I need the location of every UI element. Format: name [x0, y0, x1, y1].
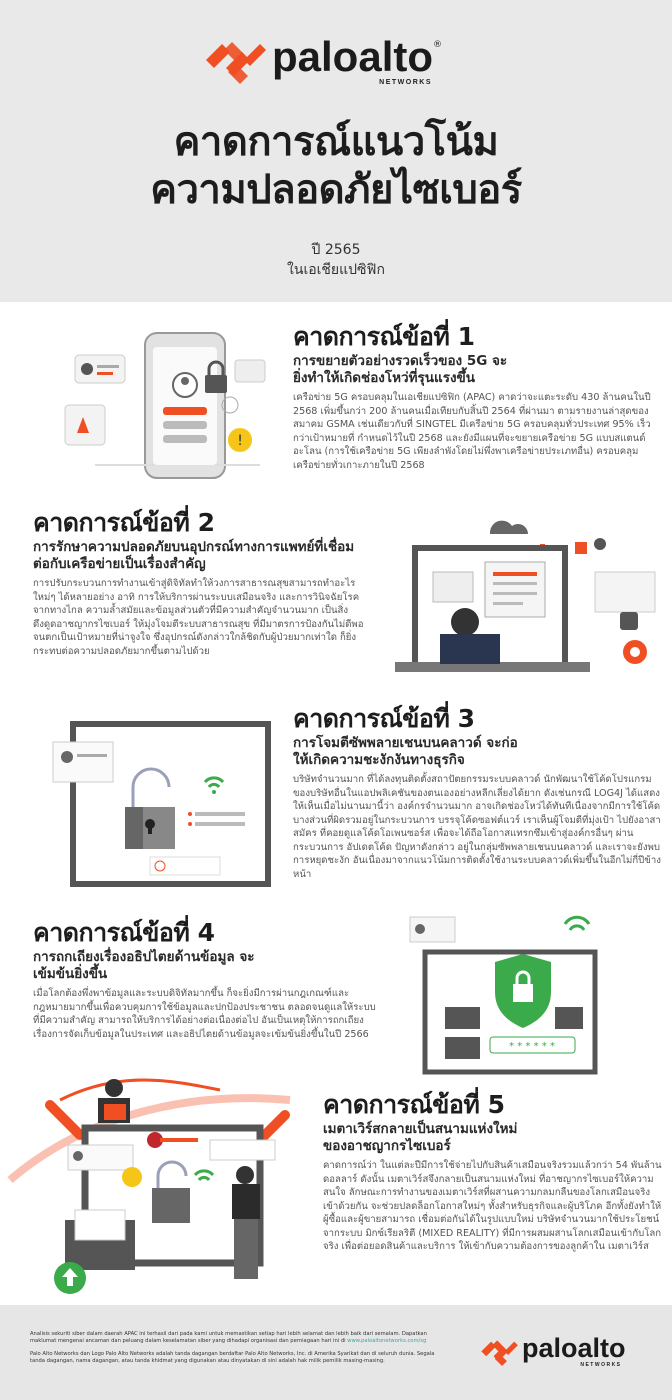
- title-line-2: ความปลอดภัยไซเบอร์: [150, 167, 522, 213]
- prediction-5-subtitle: เมตาเวิร์สกลายเป็นสนามแห่งใหม่ ของอาชญากรไซเบอร์: [323, 1121, 518, 1154]
- logo-registered: ®: [433, 40, 443, 50]
- metaverse-illustration: [0, 1060, 320, 1300]
- prediction-5-heading: คาดการณ์ข้อที่ 5: [323, 1090, 505, 1119]
- prediction-1-heading: คาดการณ์ข้อที่ 1: [293, 322, 475, 351]
- footer-logo-networks: NETWORKS: [580, 1362, 622, 1368]
- footer-website-link[interactable]: www.paloaltonetworks.com/sg: [347, 1338, 427, 1344]
- footer-paloalto-logo[interactable]: [480, 1335, 626, 1368]
- svg-text:* * * * * *: * * * * * *: [509, 1041, 555, 1052]
- prediction-1: [293, 322, 653, 472]
- page-subtitle: [0, 240, 672, 280]
- prediction-3: [293, 704, 663, 881]
- prediction-2-subtitle: การรักษาความปลอดภัยบนอุปกรณ์ทางการแพทย์ที่เชื่อมต่อกับเครือข่ายเป็นเรื่องสำคัญ: [33, 539, 355, 572]
- data-sovereignty-illustration: [405, 912, 615, 1082]
- paloalto-logo[interactable]: [204, 33, 443, 86]
- prediction-4-body: เมื่อโลกต้องพึ่งพาข้อมูลและระบบดิจิทัลมากขึ้น ก็จะยิ่งมีการผ่านกฎเกณฑ์และกฎหมายมากขึ้นเพื่อควบคุมการใช้ข้อมูลและปกป้องประชาชน ตลอดจนดูแลให้ระบบที่มีความสำคัญ สามารถให้บริการได้อย่างต่อเนื่องต่อไป อันเป็นเหตุให้การถกเถียง เรื่องการจัดเก็บข้อมูลในประเทศ และอธิปไตยด้านข้อมูลจะเข้มข้นยิ่งขึ้นในปี 2566: [33, 988, 376, 1040]
- prediction-4-subtitle: การถกเถียงเรื่องอธิปไตยด้านข้อมูล จะเข้มข้นยิ่งขึ้น: [33, 949, 255, 982]
- prediction-2-heading: คาดการณ์ข้อที่ 2: [33, 508, 215, 537]
- header: [0, 0, 672, 302]
- prediction-4: [33, 918, 378, 1041]
- footer-logo-wordmark: paloalto: [522, 1333, 626, 1363]
- prediction-2: [33, 508, 368, 658]
- svg-text:!: !: [237, 433, 243, 449]
- prediction-2-body: การปรับกระบวนการทำงานเข้าสู่ดิจิทัลทำให้วงการสาธารณสุขสามารถทำอะไรใหม่ๆ ได้หลายอย่าง อาทิ การให้บริการผ่านระบบเสมือนจริง และการวินิจฉัยโรคจากทางไกล ความล้ำสมัยและข้อมูลส่วนตัวที่มีความสำคัญจำนวนมาก เป็นสิ่งดึงดูดอาชญากรไซเบอร์ ให้มุ่งโจมตีระบบสาธารณสุข ที่มีมาตรการป้องกันไม่ดีพอ จนตกเป็นเป้าหมายที่น่าจูงใจ ซึ่งอุปกรณ์ดังกล่าวใกล้ชิดกับผู้ป่วยมากเท่าใด ก็ยิ่งกระทบต่อความปลอดภัยมากขึ้นตามไปด้วย: [33, 578, 364, 657]
- footer: [0, 1305, 672, 1400]
- prediction-5: [323, 1090, 663, 1254]
- prediction-1-subtitle: การขยายตัวอย่างรวดเร็วของ 5G จะยิ่งทำให้เกิดช่องโหว่ที่รุนแรงขึ้น: [293, 353, 508, 386]
- paloalto-logo-mark-icon: [204, 38, 266, 84]
- footer-trademark: Palo Alto Networks dan Logo Palo Alto Networks adalah tanda dagangan berdaftar Palo Alto Networks, Inc. di Amerika Syarikat dan di seluruh dunia. Segala tanda dagangan, nama dagangan, atau tanda khidmat yang digunakan atau dinyatakan di sini adalah hak milik pemilik masing-masing.: [30, 1351, 435, 1364]
- prediction-3-body: บริษัทจำนวนมาก ที่ได้ลงทุนติดตั้งสถาปัตยกรรมระบบคลาวด์ นักพัฒนาใช้โค้ดโปรแกรมของบริษัทอื่นในแอปพลิเคชันของตนเองอย่างหลีกเลี่ยงได้ยาก ดังเช่นกรณี LOG4J ได้แสดงให้เห็นเมื่อไม่นานมานี้ว่า องค์กรจำนวนมาก อาจเกิดช่องโหว่ได้ทันทีเนื่องจากมีการใช้โค้ดบางส่วนที่ผิดรวมอยู่ในกระบวนการ บรรจุโค้ดซอฟต์แวร์ เราเห็นผู้โจมตีที่มุ่งเป้า ไปยังอาสาสมัคร ที่คอยดูแลโค้ดโอเพนซอร์ส เพื่อจะได้ถือโอกาสแทรกซึมเข้าสู่องค์กรอื่นๆ ผ่านกระบวนการ อัปเดตโค้ด ปัญหาดังกล่าว อยู่ในกลุ่มซัพพลายเชนบนคลาวด์ และเราจะยังพบการหยุดชะงัก อันเนื่องมาจากแนวโน้มการติดตั้งใช้งานระบบคลาวด์เพิ่มขึ้นในอีกไม่กี่ปีข้างหน้า: [293, 774, 661, 880]
- 5g-phone-illustration: [55, 325, 275, 485]
- region-label: ในเอเชียแปซิฟิก: [287, 262, 385, 278]
- year-label: ปี 2565: [311, 242, 361, 258]
- prediction-3-subtitle: การโจมตีซัพพลายเชนบนคลาวด์ จะก่อให้เกิดความชะงักงันทางธุรกิจ: [293, 735, 518, 768]
- prediction-3-heading: คาดการณ์ข้อที่ 3: [293, 704, 475, 733]
- page-title: [0, 118, 672, 214]
- medical-hacker-illustration: [395, 512, 670, 692]
- logo-wordmark: paloalto: [272, 33, 434, 80]
- cloud-supply-chain-illustration: [45, 712, 275, 892]
- logo-networks: NETWORKS: [379, 79, 433, 86]
- footer-disclaimer: [30, 1331, 450, 1345]
- prediction-5-body: คาดการณ์ว่า ในแต่ละปีมีการใช้จ่ายไปกับสินค้าเสมือนจริงรวมแล้วกว่า 54 พันล้านดอลลาร์ ดังนั้น เมตาเวิร์สจึงกลายเป็นสนามแห่งใหม่ ที่อาชญากรไซเบอร์ให้ความสนใจ ลักษณะการทำงานของเมตาเวิร์สที่ผสานความกลมกลืนของโลกเสมือนจริงเข้าด้วยกัน จะช่วยปลดล็อกโอกาสใหม่ๆ ทั้งสำหรับธุรกิจและผู้บริโภค อีกทั้งยังทำให้ผู้ซื้อและผู้ขายสามารถ เชื่อมต่อกันได้ในรูปแบบใหม่ บริษัทจำนวนมากใช้ประโยชน์จากระบบ มิกซ์เรียลริตี (MIXED REALITY) ที่มีการผสมผสานโลกเสมือนเข้ากับโลกจริง เพื่อต่อยอดสินค้าและบริการ ให้เข้ากับความต้องการของลูกค้าใน เมตาเวิร์ส: [323, 1160, 662, 1252]
- prediction-4-heading: คาดการณ์ข้อที่ 4: [33, 918, 215, 947]
- footer-logo-mark-icon: [480, 1338, 518, 1366]
- footer-disclaimer-text: Analisis sekuriti siber dalam daerah APAC ini terhasil dari pada kami untuk memastikan setiap hari lebih selamat dan lebih baik dari semalam. Dapatkan maklumat mengenai ancaman dan peluang dalam keselamatan siber yang dihadapi organisasi dan perniagaan hari ini di: [30, 1331, 427, 1344]
- prediction-1-body: เครือข่าย 5G ครอบคลุมในเอเชียแปซิฟิก (APAC) คาดว่าจะแตะระดับ 430 ล้านคนในปี 2568 เพิ่มขึ้นกว่า 200 ล้านคนเมื่อเทียบกับสิ้นปี 2564 ที่ผ่านมา ตามรายงานล่าสุดของสมาคม GSMA เช่นเดียวกับที่ SINGTEL มีเครือข่าย 5G ครอบคลุมทั่วประเทศ 95% เร็วกว่าเป้าหมายที่ กำหนดไว้ในปี 2568 และยังมีแผนที่จะขยายเครือข่าย 5G แบบสแตนด์อะโลน (การใช้เครือข่าย 5G เพียงลำพังโดยไม่พึ่งพาเครือข่ายประเภทอื่น) ครอบคลุมเครือข่ายทั่วเกาะภายในปี 2568: [293, 392, 651, 471]
- title-line-1: คาดการณ์แนวโน้ม: [173, 119, 499, 165]
